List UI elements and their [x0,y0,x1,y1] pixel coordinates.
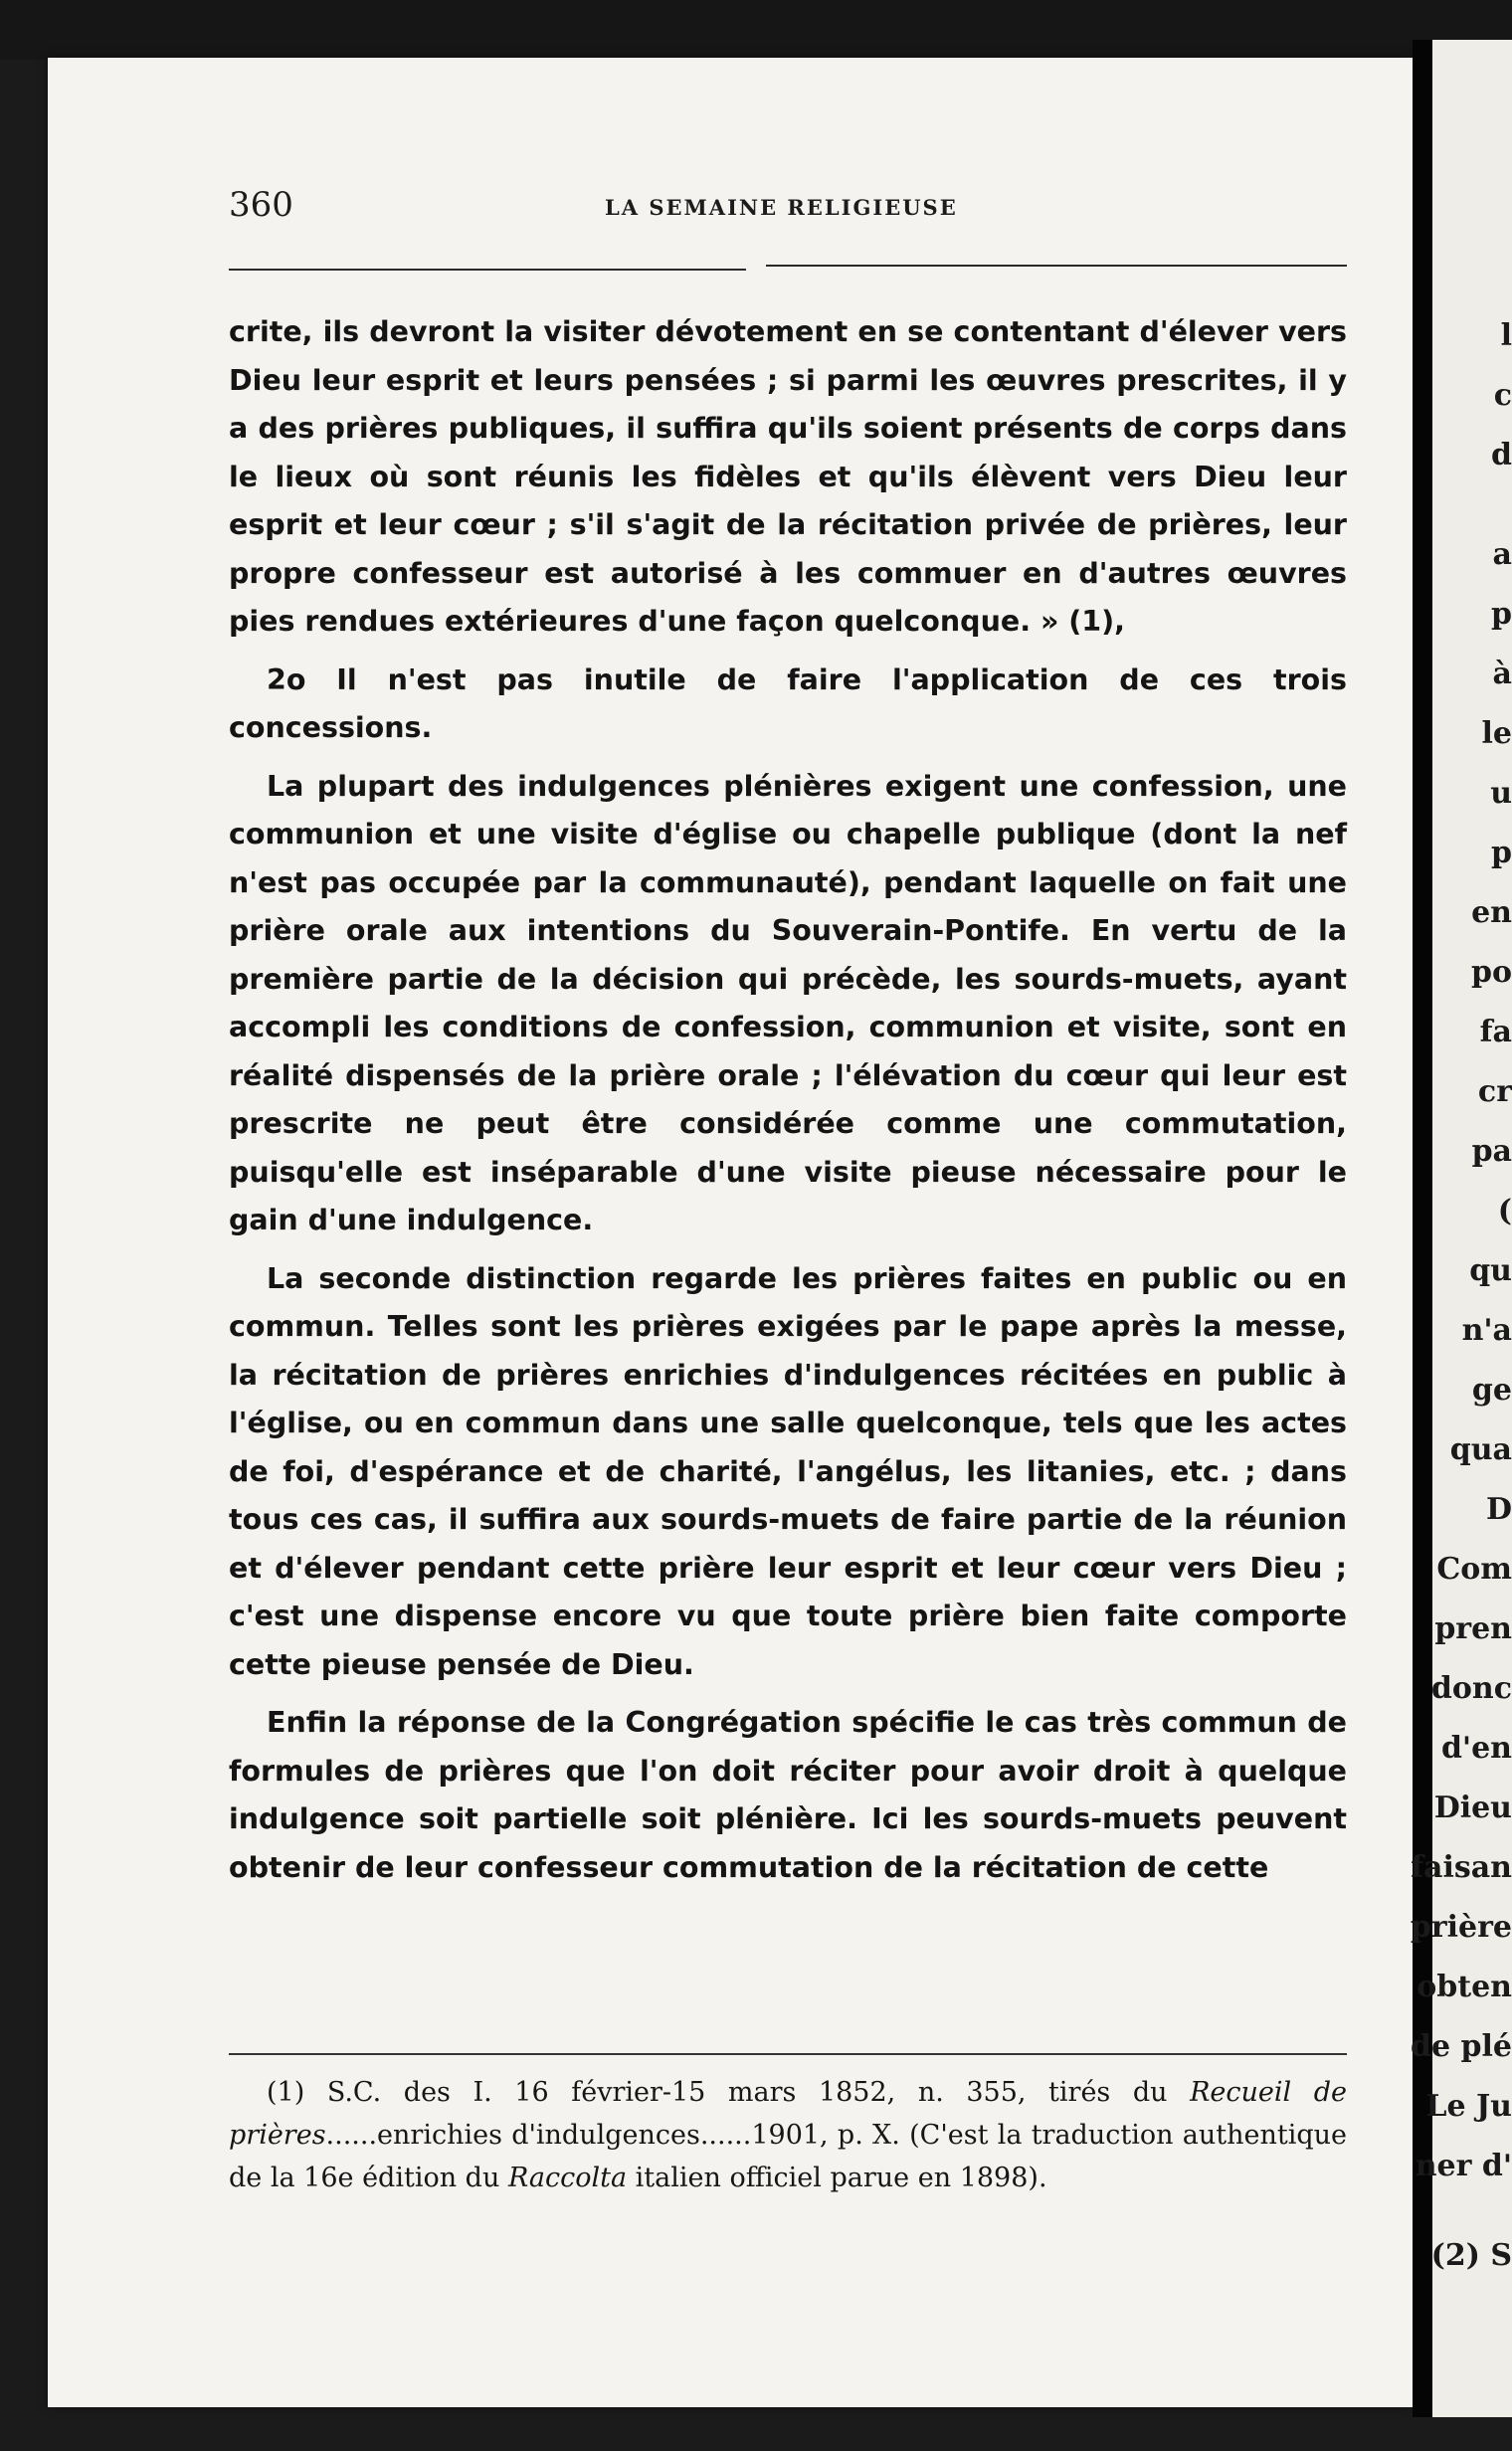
paragraph: La plupart des indulgences plénières exigent une confession, une communion et une visite d'église ou chapelle publique (dont la nef n'est pas occupée par la communauté), pendant laquelle on fait une prière orale aux intentions du Souverain-Pontife. En vertu de la première partie de la décision qui précède, les sourds-muets, ayant accompli les conditions de confession, communion et visite, sont en réalité dispensés de la prière orale ; l'élévation du cœur qui leur est prescrite ne peut être considérée comme une commutation, puisqu'elle est inséparable d'une visite pieuse nécessaire pour le gain d'une indulgence. [229,769,1347,1236]
adjacent-page-text: D [1485,1492,1512,1527]
footnote-text: ......enrichies d'indulgences......1901, p. X. (C'est la traduction authentique de la 16e édition du [229,2120,1347,2193]
adjacent-page-text: faisan [1411,1850,1512,1885]
adjacent-page-text: d [1491,438,1512,472]
footnote-italic-title: Recueil de prières [229,2077,1347,2151]
adjacent-page-text: pa [1471,1134,1512,1169]
adjacent-page-text: ner d' [1415,2149,1512,2183]
paragraph: La seconde distinction regarde les prières faites en public ou en commun. Telles sont les prières exigées par le pape après la messe, la récitation de prières enrichies d'indulgences récitées en public à l'église, ou en commun dans une salle quelconque, tels que les actes de foi, d'espérance et de charité, l'angélus, les litanies, etc. ; dans tous ces cas, il suffira aux sourds-muets de faire partie de la réunion et d'élever pendant cette prière leur esprit et leur cœur vers Dieu ; c'est une dispense encore vu que toute prière bien faite comporte cette pieuse pensée de Dieu. [229,1261,1347,1681]
adjacent-page-text: c [1493,378,1512,413]
footnote-italic-title: Raccolta [507,2163,628,2193]
adjacent-page-text: à [1492,657,1512,691]
adjacent-page-text: p [1491,836,1512,870]
running-head: LA SEMAINE RELIGIEUSE [605,195,958,220]
footnote [229,2071,1347,2199]
adjacent-page-text: Dieu [1433,1791,1512,1825]
adjacent-page-text: en [1471,895,1512,930]
adjacent-page-text: u [1490,776,1512,811]
adjacent-page-text: (2) S [1430,2238,1512,2273]
footnote-rule [229,2053,1347,2055]
page-header [229,185,1343,235]
adjacent-page-text: ( [1497,1194,1512,1228]
adjacent-page-text: qua [1449,1432,1512,1467]
paragraph: crite, ils devront la visiter dévotement en se contentant d'élever vers Dieu leur esprit et leurs pensées ; si parmi les œuvres prescrites, il y a des prières publiques, il suffira qu'ils soient présents de corps dans le lieux où sont réunis les fidèles et qu'ils élèvent vers Dieu leur esprit et leur cœur ; s'il s'agit de la récitation privée de prières, leur propre confesseur est autorisé à les commuer en d'autres œuvres pies rendues extérieures d'une façon quelconque. » (1), [229,315,1347,638]
footnote-text: (1) S.C. des I. 16 février-15 mars 1852, n. 355, tirés du [267,2077,1191,2108]
adjacent-page-edge [1410,40,1512,2417]
adjacent-page-text: a [1492,537,1512,572]
adjacent-page-text: donc [1430,1671,1512,1706]
adjacent-page-text: de plé [1411,2029,1512,2064]
adjacent-page-text: fa [1479,1015,1512,1049]
adjacent-page-text: p [1491,597,1512,632]
adjacent-page-text: obten [1417,1970,1512,2004]
adjacent-page-text: ge [1471,1373,1512,1408]
header-rule-left [229,269,746,271]
paragraph: Enfin la réponse de la Congrégation spécifie le cas très commun de formules de prières que l'on doit réciter pour avoir droit à quelque indulgence soit partielle soit plénière. Ici les sourds-muets peuvent obtenir de leur confesseur commutation de la récitation de cette [229,1706,1347,1884]
adjacent-page-text: Le Ju [1425,2089,1512,2124]
adjacent-page-text: l [1500,318,1512,353]
header-rule-right [766,265,1347,267]
body-text [229,308,1347,1892]
page-number: 360 [229,185,293,225]
adjacent-page-text: qu [1469,1253,1512,1288]
footnote-text: italien officiel parue en 1898). [627,2163,1047,2193]
adjacent-page-text: pren [1434,1611,1512,1646]
adjacent-page-text: le [1481,716,1512,751]
scan-border [0,0,1512,60]
adjacent-page-text: prière [1410,1910,1512,1945]
adjacent-page-text: po [1471,955,1512,990]
paragraph: 2o Il n'est pas inutile de faire l'application de ces trois concessions. [229,662,1347,744]
adjacent-page-text: d'en [1440,1731,1512,1766]
adjacent-page-text: n'a [1461,1313,1512,1348]
adjacent-page-text: cr [1477,1074,1512,1109]
adjacent-page-text: Com [1436,1552,1512,1587]
